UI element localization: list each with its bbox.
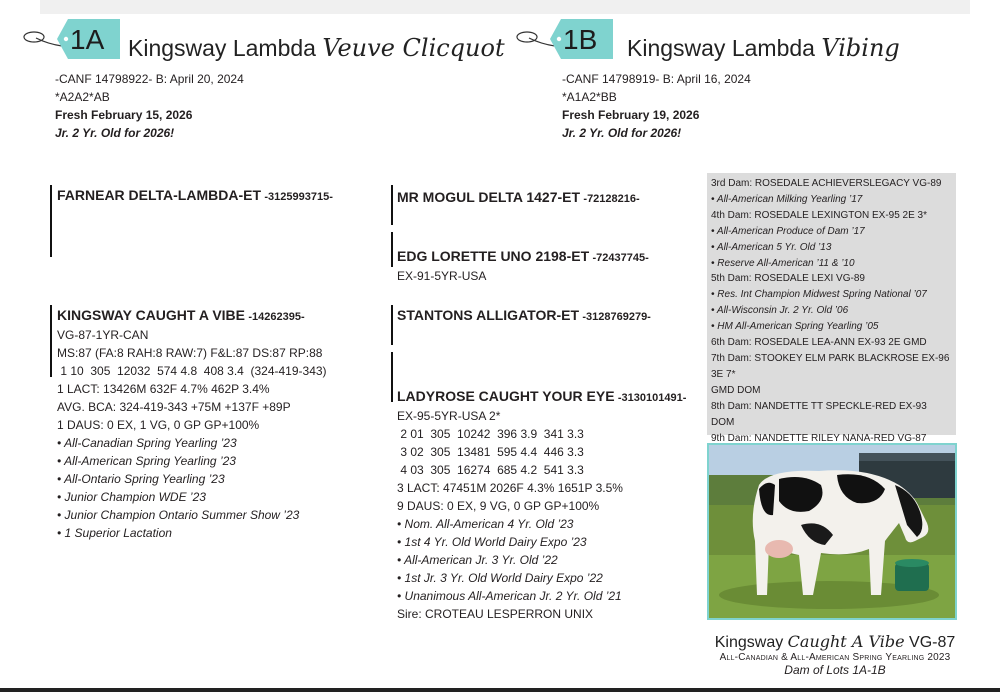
dam-dam-honor: • 1st 4 Yr. Old World Dairy Expo ’23 bbox=[397, 535, 587, 549]
sire-dam-stat-line: EX-91-5YR-USA bbox=[397, 269, 487, 283]
sire-name: FARNEAR DELTA-LAMBDA-ET bbox=[57, 187, 262, 203]
sire-sire-reg: -72128216- bbox=[583, 193, 640, 205]
sire-bracket bbox=[50, 185, 52, 257]
dam-sire-name: STANTONS ALLIGATOR-ET bbox=[397, 307, 579, 323]
top-strip bbox=[40, 0, 970, 14]
sire-reg: -3125993715- bbox=[264, 191, 333, 203]
dam-sire-reg: -3128769279- bbox=[582, 311, 651, 323]
cow-photo bbox=[707, 443, 957, 620]
lot-title bbox=[128, 34, 505, 62]
registration-line: -CANF 14798919- B: April 16, 2024 bbox=[562, 72, 751, 86]
dam-honor: • Junior Champion Ontario Summer Show ’23 bbox=[57, 508, 300, 522]
dam-lineage-line: 3rd Dam: ROSEDALE ACHIEVERSLEGACY VG-89 bbox=[711, 178, 942, 189]
cow-photo-illustration bbox=[709, 445, 955, 618]
dam-lineage-honor: • All-American 5 Yr. Old ’13 bbox=[711, 241, 832, 253]
dam-lineage-line: 9th Dam: NANDETTE RILEY NANA-RED VG-87 bbox=[711, 432, 927, 444]
dam-dam-honor: • Nom. All-American 4 Yr. Old ’23 bbox=[397, 517, 574, 531]
lot-title-plain: Kingsway Lambda bbox=[128, 35, 316, 61]
dam-dam-stat-line: 3 LACT: 47451M 2026F 4.3% 1651P 3.5% bbox=[397, 481, 623, 495]
lot-note: Jr. 2 Yr. Old for 2026! bbox=[562, 126, 682, 140]
genotype-line: *A1A2*BB bbox=[562, 90, 617, 104]
sire-dam-reg: -72437745- bbox=[592, 252, 649, 264]
caption-score: VG-87 bbox=[909, 634, 956, 651]
sire-sire-bracket bbox=[391, 185, 393, 225]
dam-lineage-honor: • All-American Milking Yearling ’17 bbox=[711, 193, 863, 205]
dam-name: KINGSWAY CAUGHT A VIBE bbox=[57, 307, 245, 323]
fresh-date: Fresh February 19, 2026 bbox=[562, 108, 700, 122]
dam-honor: • Junior Champion WDE ’23 bbox=[57, 490, 206, 504]
sire-sire-name: MR MOGUL DELTA 1427-ET bbox=[397, 189, 581, 205]
sire-dam-name: EDG LORETTE UNO 2198-ET bbox=[397, 248, 590, 264]
lot-title-script: Veuve Clicquot bbox=[322, 34, 505, 62]
dam-stat-line: 1 LACT: 13426M 632F 4.7% 462P 3.4% bbox=[57, 382, 270, 396]
dam-lineage-honor: • Reserve All-American ’11 & ’10 bbox=[711, 257, 855, 269]
lot-tag-label: 1B bbox=[563, 24, 598, 55]
dam-sire-bracket bbox=[391, 305, 393, 345]
dam-dam-stat-line: EX-95-5YR-USA 2* bbox=[397, 409, 501, 423]
dam-lineage-line: 8th Dam: NANDETTE TT SPECKLE-RED EX-93 DOM bbox=[711, 400, 927, 428]
caption-honors: All-Canadian & All-American Spring Yearling 2023 bbox=[719, 652, 951, 663]
dam-block bbox=[57, 306, 327, 542]
lot-note: Jr. 2 Yr. Old for 2026! bbox=[55, 126, 175, 140]
dam-lineage-honor: • Res. Int Champion Midwest Spring National ’07 bbox=[711, 289, 927, 301]
caption-script: Caught A Vibe bbox=[787, 632, 905, 651]
dam-dam-stat-line: 4 03 305 16274 685 4.2 541 3.3 bbox=[397, 463, 584, 477]
sire-sire-block bbox=[397, 188, 640, 208]
dam-stat-line: AVG. BCA: 324-419-343 +75M +137F +89P bbox=[57, 400, 291, 414]
dam-lineage-line: GMD DOM bbox=[711, 384, 761, 396]
lot-title-script: Vibing bbox=[821, 34, 900, 62]
genotype-line: *A2A2*AB bbox=[55, 90, 110, 104]
dam-dam-name: LADYROSE CAUGHT YOUR EYE bbox=[397, 388, 615, 404]
dam-lineage-line: 6th Dam: ROSEDALE LEA-ANN EX-93 2E GMD bbox=[711, 337, 927, 349]
dam-dam-stat-line: 2 01 305 10242 396 3.9 341 3.3 bbox=[397, 427, 584, 441]
dam-lineage-line: 4th Dam: ROSEDALE LEXINGTON EX-95 2E 3* bbox=[711, 209, 928, 221]
caption-plain: Kingsway bbox=[714, 634, 784, 651]
dam-lineage-honor: • All-Wisconsin Jr. 2 Yr. Old ’06 bbox=[711, 305, 849, 317]
sire-dam-block bbox=[397, 247, 649, 285]
dam-dam-stat-line: 9 DAUS: 0 EX, 9 VG, 0 GP GP+100% bbox=[397, 499, 600, 513]
dam-dam-reg: -3130101491- bbox=[617, 392, 687, 404]
sire-dam-bracket bbox=[391, 232, 393, 267]
dam-stat-line: 1 10 305 12032 574 4.8 408 3.4 (324-419-343) bbox=[57, 364, 327, 378]
caption-note: Dam of Lots 1A-1B bbox=[784, 663, 886, 677]
dam-lineage-box bbox=[707, 173, 956, 444]
dam-reg: -14262395- bbox=[248, 311, 305, 323]
dam-dam-honor: • 1st Jr. 3 Yr. Old World Dairy Expo ’22 bbox=[397, 571, 603, 585]
dam-lineage-line: 7th Dam: STOOKEY ELM PARK BLACKROSE EX-96 3E 7* bbox=[711, 352, 950, 380]
sire-block bbox=[57, 186, 333, 206]
dam-dam-stat-line: 3 02 305 13481 595 4.4 446 3.3 bbox=[397, 445, 584, 459]
dam-lineage-line: 5th Dam: ROSEDALE LEXI VG-89 bbox=[711, 273, 865, 285]
dam-dam-bracket bbox=[391, 352, 393, 402]
dam-honor: • All-Ontario Spring Yearling ’23 bbox=[57, 472, 225, 486]
registration-line: -CANF 14798922- B: April 20, 2024 bbox=[55, 72, 244, 86]
lot-title bbox=[627, 34, 900, 62]
caption-title bbox=[690, 632, 980, 652]
lot-tag-label: 1A bbox=[70, 24, 105, 55]
lot-1b-details bbox=[562, 70, 751, 142]
dam-bracket bbox=[50, 305, 52, 377]
lot-1a-details bbox=[55, 70, 244, 142]
fresh-date: Fresh February 15, 2026 bbox=[55, 108, 193, 122]
dam-sire-block bbox=[397, 306, 651, 326]
lot-title-plain: Kingsway Lambda bbox=[627, 35, 815, 61]
dam-honor: • All-Canadian Spring Yearling ’23 bbox=[57, 436, 237, 450]
dam-stat-line: MS:87 (FA:8 RAH:8 RAW:7) F&L:87 DS:87 RP:88 bbox=[57, 346, 323, 360]
dam-lineage-honor: • All-American Produce of Dam ’17 bbox=[711, 225, 865, 237]
dam-stat-line: VG-87-1YR-CAN bbox=[57, 328, 149, 342]
dam-dam-sire-line: Sire: CROTEAU LESPERRON UNIX bbox=[397, 607, 594, 621]
bottom-rule bbox=[0, 688, 1000, 692]
dam-dam-block bbox=[397, 387, 686, 623]
dam-lineage-honor: • HM All-American Spring Yearling ’05 bbox=[711, 321, 879, 333]
dam-honor: • All-American Spring Yearling ’23 bbox=[57, 454, 236, 468]
dam-dam-honor: • Unanimous All-American Jr. 2 Yr. Old ’21 bbox=[397, 589, 622, 603]
dam-honor: • 1 Superior Lactation bbox=[57, 526, 172, 540]
dam-stat-line: 1 DAUS: 0 EX, 1 VG, 0 GP GP+100% bbox=[57, 418, 260, 432]
dam-dam-honor: • All-American Jr. 3 Yr. Old ’22 bbox=[397, 553, 558, 567]
photo-caption bbox=[690, 632, 980, 677]
